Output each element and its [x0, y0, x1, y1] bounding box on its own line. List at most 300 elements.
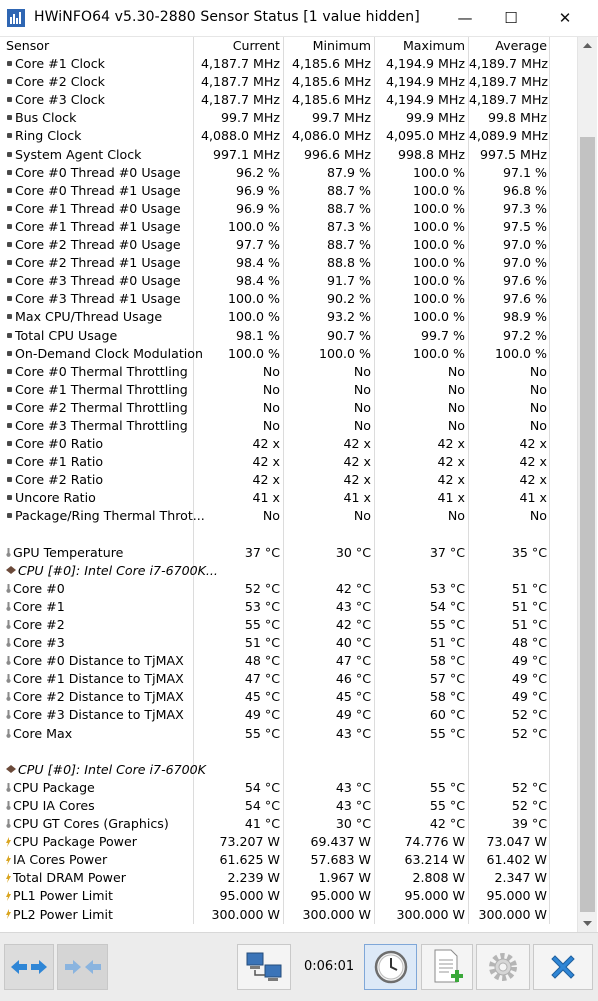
sensor-value: 55 °C: [429, 725, 465, 741]
table-row[interactable]: [2, 906, 577, 924]
table-row[interactable]: [2, 127, 577, 145]
navigate-button[interactable]: [4, 944, 54, 990]
sensor-label: Core #3 Clock: [15, 92, 105, 108]
sensor-value: 98.1 %: [235, 327, 280, 343]
minimize-button[interactable]: —: [457, 9, 473, 27]
cell-sensor: [2, 544, 194, 562]
sensor-value: 54 °C: [244, 779, 280, 795]
cell-current: [194, 345, 284, 363]
sensor-value: 4,185.6 MHz: [291, 56, 371, 72]
sensor-value: 998.8 MHz: [397, 146, 465, 162]
cell-current: [194, 290, 284, 308]
cell-maximum: [375, 851, 469, 869]
sensor-dot-icon: [7, 206, 12, 211]
group-row[interactable]: [2, 761, 577, 779]
cell-minimum: [284, 55, 375, 73]
sensor-value: 93.2 %: [326, 309, 371, 325]
cell-minimum: [284, 182, 375, 200]
sensor-value: No: [262, 399, 280, 415]
table-row[interactable]: [2, 55, 577, 73]
cell-current: [194, 308, 284, 326]
table-row[interactable]: [2, 272, 577, 290]
table-row[interactable]: [2, 652, 577, 670]
sensor-label: Core #2 Clock: [15, 74, 105, 90]
power-bolt-icon: [6, 891, 11, 901]
table-row[interactable]: [2, 308, 577, 326]
sensor-dot-icon: [7, 477, 12, 482]
cell-maximum: [375, 887, 469, 905]
table-row[interactable]: [2, 779, 577, 797]
table-row[interactable]: [2, 236, 577, 254]
table-row[interactable]: [2, 670, 577, 688]
table-row[interactable]: [2, 580, 577, 598]
power-bolt-icon: [6, 855, 11, 865]
cell-maximum: [375, 453, 469, 471]
cell-maximum: [375, 164, 469, 182]
cell-minimum: [284, 290, 375, 308]
sensor-value: 52 °C: [511, 779, 547, 795]
cell-minimum: [284, 91, 375, 109]
table-row[interactable]: [2, 688, 577, 706]
table-row[interactable]: [2, 833, 577, 851]
cell-maximum: [375, 815, 469, 833]
cell-maximum: [375, 471, 469, 489]
sensor-label: Core #1 Clock: [15, 56, 105, 72]
sensor-value: 100.0 %: [227, 218, 280, 234]
thermometer-icon: [6, 783, 11, 792]
sensor-value: 42 x: [343, 436, 371, 452]
cell-minimum: [284, 308, 375, 326]
cell-average: [469, 598, 550, 616]
cell-average: [469, 797, 550, 815]
cell-sensor: [2, 507, 205, 525]
sensor-dot-icon: [7, 242, 12, 247]
cell-average: [469, 55, 550, 73]
sensor-value: 43 °C: [335, 797, 371, 813]
cell-current: [194, 164, 284, 182]
cell-minimum: [284, 327, 375, 345]
table-row[interactable]: [2, 200, 577, 218]
table-row[interactable]: [2, 218, 577, 236]
power-bolt-icon: [6, 873, 11, 883]
cell-maximum: [375, 127, 469, 145]
table-row[interactable]: [2, 851, 577, 869]
cell-maximum: [375, 725, 469, 743]
cell-maximum: [375, 254, 469, 272]
table-row[interactable]: [2, 91, 577, 109]
cell-current: [194, 453, 284, 471]
cell-sensor: [2, 688, 194, 706]
settings-button[interactable]: [476, 944, 530, 990]
sensor-value: 4,187.7 MHz: [200, 92, 280, 108]
sensor-value: 55 °C: [429, 797, 465, 813]
cell-maximum: [375, 906, 469, 924]
scroll-up-arrow-icon[interactable]: [578, 37, 597, 54]
cell-average: [469, 688, 550, 706]
sensor-value: 4,189.7 MHz: [469, 74, 549, 90]
table-row[interactable]: [2, 616, 577, 634]
maximize-button[interactable]: ☐: [504, 9, 518, 27]
sensor-value: No: [262, 363, 280, 379]
sensor-label: Core #1 Thread #1 Usage: [15, 218, 181, 234]
sensor-value: 97.0 %: [502, 255, 547, 271]
sensor-value: 4,185.6 MHz: [291, 74, 371, 90]
cell-current: [194, 363, 284, 381]
cell-minimum: [284, 127, 375, 145]
cell-minimum: [284, 254, 375, 272]
table-row[interactable]: [2, 290, 577, 308]
cell-current: [194, 706, 284, 724]
sensor-dot-icon: [7, 314, 12, 319]
cell-minimum: [284, 526, 375, 544]
sensor-value: 52 °C: [511, 797, 547, 813]
sensor-value: 55 °C: [429, 617, 465, 632]
cell-minimum: [284, 670, 375, 688]
table-row[interactable]: [2, 706, 577, 724]
sensor-value: 100.0 %: [412, 255, 465, 271]
table-row[interactable]: [2, 399, 577, 417]
cell-maximum: [375, 218, 469, 236]
table-row[interactable]: [2, 146, 577, 164]
sensor-table[interactable]: [2, 37, 577, 932]
sensor-value: No: [447, 508, 465, 524]
cell-sensor: [2, 562, 218, 580]
cell-minimum: [284, 544, 375, 562]
sensor-value: 49 °C: [511, 653, 547, 669]
cell-minimum: [284, 779, 375, 797]
sensor-value: 996.6 MHz: [303, 146, 371, 162]
cell-average: [469, 471, 550, 489]
sensor-value: 42 x: [519, 436, 547, 452]
sensor-value: 42 x: [437, 454, 465, 470]
sensor-value: 88.7 %: [326, 237, 371, 253]
cell-current: [194, 327, 284, 345]
table-row[interactable]: [2, 815, 577, 833]
cell-current: [194, 598, 284, 616]
table-row[interactable]: [2, 797, 577, 815]
table-row[interactable]: [2, 109, 577, 127]
report-button[interactable]: [421, 944, 473, 990]
cell-sensor: [2, 652, 194, 670]
cell-average: [469, 670, 550, 688]
sensor-label: GPU Temperature: [13, 544, 124, 560]
cell-current: [194, 200, 284, 218]
cell-sensor: [2, 363, 194, 381]
cell-current: [194, 526, 284, 544]
sensor-value: No: [447, 381, 465, 397]
sensor-value: 87.9 %: [326, 164, 371, 180]
table-row[interactable]: [2, 489, 577, 507]
sensor-value: 98.9 %: [502, 309, 547, 325]
cell-maximum: [375, 743, 469, 761]
cell-current: [194, 833, 284, 851]
sensor-value: 97.7 %: [235, 237, 280, 253]
sensor-label: Core #1 Distance to TjMAX: [13, 671, 184, 687]
sensor-value: 42 x: [252, 472, 280, 488]
sensor-value: 2.808 W: [412, 870, 465, 886]
sensor-value: 42 x: [343, 472, 371, 488]
sensor-value: No: [447, 363, 465, 379]
cell-current: [194, 182, 284, 200]
cell-minimum: [284, 109, 375, 127]
table-row[interactable]: [2, 381, 577, 399]
sensor-value: No: [353, 399, 371, 415]
sensor-value: 100.0 %: [412, 182, 465, 198]
sensor-value: 46 °C: [335, 671, 371, 687]
sensor-label: System Agent Clock: [15, 146, 142, 162]
cell-sensor: [2, 725, 194, 743]
sensor-value: 43 °C: [335, 779, 371, 795]
group-row[interactable]: [2, 562, 577, 580]
sensor-dot-icon: [7, 152, 12, 157]
cell-sensor: [2, 598, 194, 616]
sensor-value: 2.239 W: [227, 870, 280, 886]
cell-maximum: [375, 308, 469, 326]
sensor-value: 97.6 %: [502, 273, 547, 289]
cell-current: [194, 851, 284, 869]
cell-current: [194, 254, 284, 272]
thermometer-icon: [6, 692, 11, 701]
column-header-average[interactable]: Average: [469, 37, 550, 55]
cell-sensor: [2, 254, 194, 272]
sensor-label: Core #2 Distance to TjMAX: [13, 689, 184, 705]
cell-minimum: [284, 200, 375, 218]
cell-minimum: [284, 743, 375, 761]
collapse-button[interactable]: [57, 944, 108, 990]
cell-maximum: [375, 109, 469, 127]
table-row[interactable]: [2, 345, 577, 363]
sensor-label: Uncore Ratio: [15, 490, 96, 506]
cell-maximum: [375, 345, 469, 363]
sensor-value: 60 °C: [429, 707, 465, 723]
cell-current: [194, 670, 284, 688]
sensor-value: 100.0 %: [412, 291, 465, 307]
cell-current: [194, 652, 284, 670]
sensor-value: 2.347 W: [494, 870, 547, 886]
clock-button[interactable]: [364, 944, 417, 990]
close-x-icon: [547, 951, 579, 983]
cell-average: [469, 562, 550, 580]
sensor-value: 100.0 %: [494, 345, 547, 361]
cell-sensor: [2, 906, 194, 924]
sensor-value: 45 °C: [244, 689, 280, 705]
sensor-value: 63.214 W: [404, 852, 465, 868]
cell-maximum: [375, 290, 469, 308]
sensor-value: 100.0 %: [412, 309, 465, 325]
sensor-dot-icon: [7, 459, 12, 464]
table-row[interactable]: [2, 417, 577, 435]
sensor-value: 41 x: [343, 490, 371, 506]
sensor-label: Max CPU/Thread Usage: [15, 309, 163, 325]
table-row[interactable]: [2, 453, 577, 471]
sensor-value: 98.4 %: [235, 273, 280, 289]
cpu-group-icon: [6, 765, 16, 773]
sensor-value: No: [447, 417, 465, 433]
table-row[interactable]: [2, 164, 577, 182]
cell-average: [469, 345, 550, 363]
sensor-value: 98.4 %: [235, 255, 280, 271]
table-row[interactable]: [2, 598, 577, 616]
cell-sensor: [2, 73, 194, 91]
table-row[interactable]: [2, 73, 577, 91]
cell-maximum: [375, 236, 469, 254]
column-header-maximum[interactable]: Maximum: [375, 37, 469, 55]
cell-maximum: [375, 200, 469, 218]
sensor-dot-icon: [7, 170, 12, 175]
sensor-value: 97.0 %: [502, 237, 547, 253]
cell-maximum: [375, 616, 469, 634]
sensor-value: 300.000 W: [478, 906, 547, 922]
sensor-label: CPU Package Power: [13, 834, 137, 850]
sensor-dot-icon: [7, 115, 12, 120]
cell-current: [194, 127, 284, 145]
sensor-value: 95.000 W: [219, 888, 280, 904]
sensor-value: 42 x: [437, 436, 465, 452]
clock-icon: [373, 949, 409, 985]
column-header-minimum[interactable]: Minimum: [284, 37, 375, 55]
sensor-value: 37 °C: [244, 544, 280, 560]
sensor-value: 49 °C: [511, 671, 547, 687]
sensor-value: 100.0 %: [227, 291, 280, 307]
cell-current: [194, 435, 284, 453]
sensor-value: 4,189.7 MHz: [469, 56, 549, 72]
sensor-label: Core #2 Thermal Throttling: [15, 399, 188, 415]
cell-minimum: [284, 164, 375, 182]
sensor-value: 91.7 %: [326, 273, 371, 289]
sensor-value: 99.9 MHz: [406, 110, 465, 126]
cell-average: [469, 833, 550, 851]
cell-current: [194, 779, 284, 797]
cell-minimum: [284, 507, 375, 525]
close-button[interactable]: ✕: [558, 9, 572, 27]
sensor-label: Core #2 Thread #0 Usage: [15, 237, 181, 253]
cell-average: [469, 779, 550, 797]
cell-maximum: [375, 363, 469, 381]
cell-average: [469, 254, 550, 272]
scroll-thumb[interactable]: [580, 137, 595, 912]
sensor-label: CPU [#0]: Intel Core i7-6700K: [18, 761, 206, 777]
table-row[interactable]: [2, 507, 577, 525]
window-title: HWiNFO64 v5.30-2880 Sensor Status [1 value hidden]: [34, 9, 420, 25]
sensor-value: 61.402 W: [486, 852, 547, 868]
cell-maximum: [375, 146, 469, 164]
cell-minimum: [284, 580, 375, 598]
sensor-value: 97.3 %: [502, 200, 547, 216]
cell-minimum: [284, 706, 375, 724]
table-row[interactable]: [2, 887, 577, 905]
cell-current: [194, 725, 284, 743]
cell-minimum: [284, 489, 375, 507]
exit-button[interactable]: [533, 944, 593, 990]
cell-average: [469, 435, 550, 453]
cell-current: [194, 236, 284, 254]
sensor-value: No: [353, 508, 371, 524]
sensor-label: Core #1: [13, 598, 65, 614]
column-header-sensor[interactable]: Sensor: [2, 37, 194, 55]
column-header-current[interactable]: Current: [194, 37, 284, 55]
cell-maximum: [375, 634, 469, 652]
table-row[interactable]: [2, 471, 577, 489]
sensor-value: 42 x: [343, 454, 371, 470]
cell-sensor: [2, 218, 194, 236]
sensor-value: No: [262, 417, 280, 433]
sensor-value: 43 °C: [335, 725, 371, 741]
sensor-value: 49 °C: [244, 707, 280, 723]
cell-minimum: [284, 797, 375, 815]
cell-sensor: [2, 399, 194, 417]
cell-minimum: [284, 598, 375, 616]
sensor-value: No: [262, 381, 280, 397]
sensor-value: 58 °C: [429, 653, 465, 669]
sensor-value: 41 x: [252, 490, 280, 506]
cell-sensor: [2, 471, 194, 489]
sensor-rows: [2, 55, 577, 924]
arrows-left-right-icon: [9, 956, 49, 978]
thermometer-icon: [6, 638, 11, 647]
vertical-scrollbar[interactable]: [577, 37, 597, 932]
sensor-value: 99.7 %: [420, 327, 465, 343]
table-row[interactable]: [2, 327, 577, 345]
cell-current: [194, 634, 284, 652]
cell-maximum: [375, 91, 469, 109]
cell-maximum: [375, 869, 469, 887]
cell-current: [194, 381, 284, 399]
cell-current: [194, 616, 284, 634]
table-row[interactable]: [2, 544, 577, 562]
sensor-value: 99.7 MHz: [221, 110, 280, 126]
network-button[interactable]: [237, 944, 291, 990]
cell-current: [194, 399, 284, 417]
sensor-label: CPU Package: [13, 779, 95, 795]
cell-average: [469, 272, 550, 290]
cell-maximum: [375, 489, 469, 507]
cell-minimum: [284, 453, 375, 471]
sensor-value: No: [529, 508, 547, 524]
sensor-value: No: [353, 417, 371, 433]
cell-current: [194, 55, 284, 73]
sensor-label: IA Cores Power: [13, 852, 108, 868]
sensor-value: 42 °C: [335, 580, 371, 596]
table-row[interactable]: [2, 634, 577, 652]
cell-sensor: [2, 743, 194, 761]
table-row[interactable]: [2, 254, 577, 272]
cell-minimum: [284, 616, 375, 634]
table-row[interactable]: [2, 869, 577, 887]
scroll-down-arrow-icon[interactable]: [578, 915, 597, 932]
add-report-icon: [429, 948, 465, 986]
sensor-label: Core #1 Ratio: [15, 454, 104, 470]
table-row[interactable]: [2, 182, 577, 200]
sensor-value: 49 °C: [335, 707, 371, 723]
sensor-value: 41 x: [437, 490, 465, 506]
cell-minimum: [284, 887, 375, 905]
cell-maximum: [375, 73, 469, 91]
table-row[interactable]: [2, 725, 577, 743]
sensor-value: 100.0 %: [412, 345, 465, 361]
cell-sensor: [2, 815, 194, 833]
sensor-value: 96.8 %: [502, 182, 547, 198]
table-row[interactable]: [2, 435, 577, 453]
thermometer-icon: [6, 620, 11, 629]
cell-sensor: [2, 200, 194, 218]
cell-average: [469, 109, 550, 127]
cell-maximum: [375, 688, 469, 706]
sensor-value: 61.625 W: [219, 852, 280, 868]
sensor-value: 51 °C: [511, 598, 547, 614]
sensor-label: CPU IA Cores: [13, 797, 95, 813]
table-row[interactable]: [2, 363, 577, 381]
sensor-value: No: [529, 363, 547, 379]
